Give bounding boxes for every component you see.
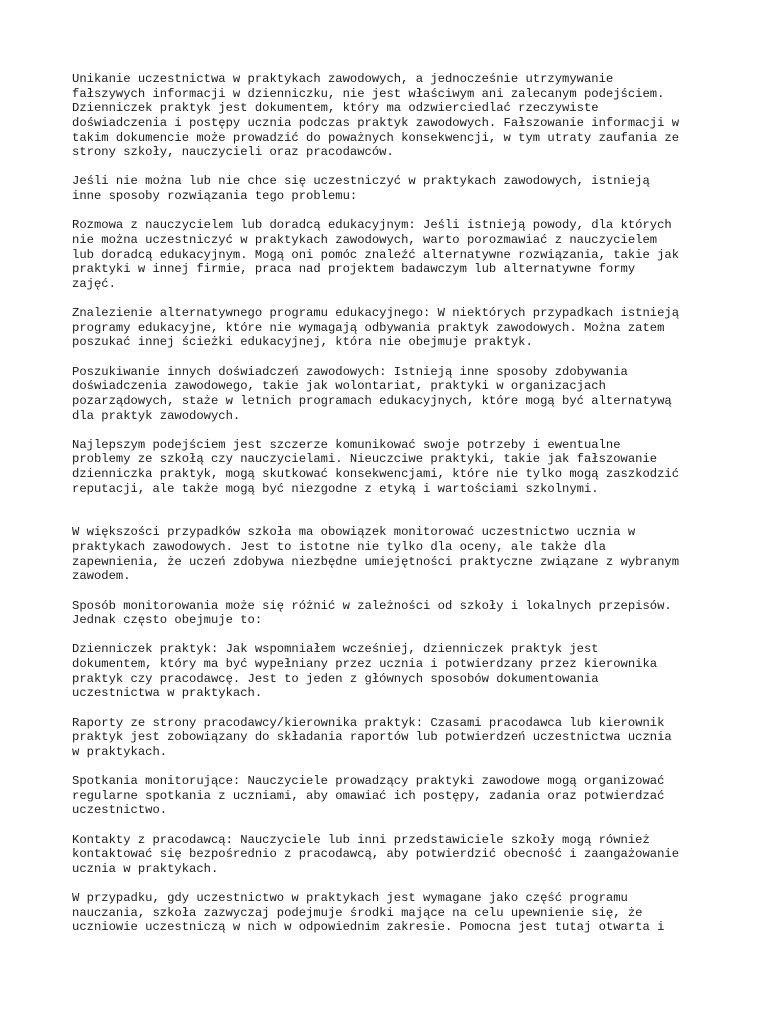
paragraph: [72, 365, 712, 424]
document-page: [72, 72, 712, 950]
paragraph: [72, 891, 712, 935]
text-line: doświadczenia i postępy ucznia podczas praktyk zawodowych. Fałszowanie informacji w: [72, 115, 680, 130]
text-line: Sposób monitorowania może się różnić w zależności od szkoły i lokalnych przepisów.: [72, 598, 672, 613]
text-line: praktyk czy pracodawcę. Jest to jeden z głównych sposobów dokumentowania: [72, 671, 599, 686]
text-line: strony szkoły, nauczycieli oraz pracodawców.: [72, 145, 394, 160]
text-line: W przypadku, gdy uczestnictwo w praktykach jest wymagane jako część programu: [72, 891, 628, 906]
text-line: poszukać innej ścieżki edukacyjnej, która nie obejmuje praktyk.: [72, 335, 533, 350]
paragraph: [72, 174, 712, 203]
text-line: uczestnictwa w praktykach.: [72, 686, 263, 701]
text-line: fałszywych informacji w dzienniczku, nie jest właściwym ani zalecanym podejściem.: [72, 86, 665, 101]
paragraph: [72, 525, 712, 584]
text-line: pozarządowych, staże w letnich programach edukacyjnych, które mogą być alternatywą: [72, 393, 672, 408]
text-line: lub doradcą edukacyjnym. Mogą oni pomóc znaleźć alternatywne rozwiązania, takie jak: [72, 247, 680, 262]
paragraph: [72, 72, 712, 160]
text-line: dokumentem, który ma być wypełniany przez ucznia i potwierdzany przez kierownika: [72, 657, 658, 672]
text-line: W większości przypadków szkoła ma obowiązek monitorować uczestnictwo ucznia w: [72, 525, 636, 540]
text-line: zajęć.: [72, 276, 116, 291]
text-line: w praktykach.: [72, 744, 168, 759]
paragraph: [72, 774, 712, 818]
paragraph: [72, 599, 712, 628]
text-line: Raporty ze strony pracodawcy/kierownika praktyk: Czasami pracodawca lub kierownik: [72, 715, 665, 730]
text-line: kontaktować się bezpośrednio z pracodawcą, aby potwierdzić obecność i zaangażowanie: [72, 847, 680, 862]
paragraph: [72, 306, 712, 350]
text-line: dla praktyk zawodowych.: [72, 408, 241, 423]
text-line: uczestnictwo.: [72, 803, 168, 818]
text-line: uczniowie uczestniczą w nich w odpowiednim zakresie. Pomocna jest tutaj otwarta i: [72, 920, 665, 935]
text-line: praktyk jest zobowiązany do składania raportów lub potwierdzeń uczestnictwa ucznia: [72, 730, 672, 745]
text-line: zapewnienia, że uczeń zdobywa niezbędne umiejętności praktyczne związane z wybranym: [72, 554, 680, 569]
text-line: praktyki w innej firmie, praca nad projektem badawczym lub alternatywne formy: [72, 262, 636, 277]
text-line: nauczania, szkoła zazwyczaj podejmuje środki mające na celu upewnienie się, że: [72, 905, 643, 920]
text-line: Poszukiwanie innych doświadczeń zawodowych: Istnieją inne sposoby zdobywania: [72, 364, 628, 379]
text-line: Jeśli nie można lub nie chce się uczestniczyć w praktykach zawodowych, istnieją: [72, 174, 650, 189]
paragraph: [72, 833, 712, 877]
text-line: praktykach zawodowych. Jest to istotne nie tylko dla oceny, ale także dla: [72, 539, 606, 554]
text-line: programy edukacyjne, które nie wymagają odbywania praktyk zawodowych. Można zatem: [72, 320, 665, 335]
text-line: Najlepszym podejściem jest szczerze komunikować swoje potrzeby i ewentualne: [72, 437, 621, 452]
paragraph: [72, 642, 712, 701]
paragraph: [72, 218, 712, 291]
text-line: Znalezienie alternatywnego programu edukacyjnego: W niektórych przypadkach istnieją: [72, 306, 680, 321]
text-line: doświadczenia zawodowego, takie jak wolontariat, praktyki w organizacjach: [72, 379, 606, 394]
text-line: Kontakty z pracodawcą: Nauczyciele lub inni przedstawiciele szkoły mogą również: [72, 832, 650, 847]
text-line: Dzienniczek praktyk: Jak wspomniałem wcześniej, dzienniczek praktyk jest: [72, 642, 599, 657]
text-line: Spotkania monitorujące: Nauczyciele prowadzący praktyki zawodowe mogą organizować: [72, 774, 665, 789]
text-line: Rozmowa z nauczycielem lub doradcą edukacyjnym: Jeśli istnieją powody, dla których: [72, 218, 672, 233]
text-line: problemy ze szkołą czy nauczycielami. Nieuczciwe praktyki, takie jak fałszowanie: [72, 452, 658, 467]
paragraph: [72, 438, 712, 497]
text-line: ucznia w praktykach.: [72, 861, 219, 876]
text-line: nie można uczestniczyć w praktykach zawodowych, warto porozmawiać z nauczycielem: [72, 232, 658, 247]
text-line: inne sposoby rozwiązania tego problemu:: [72, 189, 358, 204]
text-line: zawodem.: [72, 569, 131, 584]
text-line: takim dokumencie może prowadzić do poważnych konsekwencji, w tym utraty zaufania ze: [72, 130, 680, 145]
text-line: Unikanie uczestnictwa w praktykach zawodowych, a jednocześnie utrzymywanie: [72, 72, 614, 86]
paragraph: [72, 716, 712, 760]
text-line: dzienniczka praktyk, mogą skutkować konsekwencjami, które nie tylko mogą zaszkodzić: [72, 467, 680, 482]
text-line: Dzienniczek praktyk jest dokumentem, który ma odzwierciedlać rzeczywiste: [72, 101, 599, 116]
text-line: reputacji, ale także mogą być niezgodne z etyką i wartościami szkolnymi.: [72, 481, 599, 496]
text-line: regularne spotkania z uczniami, aby omawiać ich postępy, zadania oraz potwierdzać: [72, 788, 665, 803]
text-line: Jednak często obejmuje to:: [72, 613, 263, 628]
